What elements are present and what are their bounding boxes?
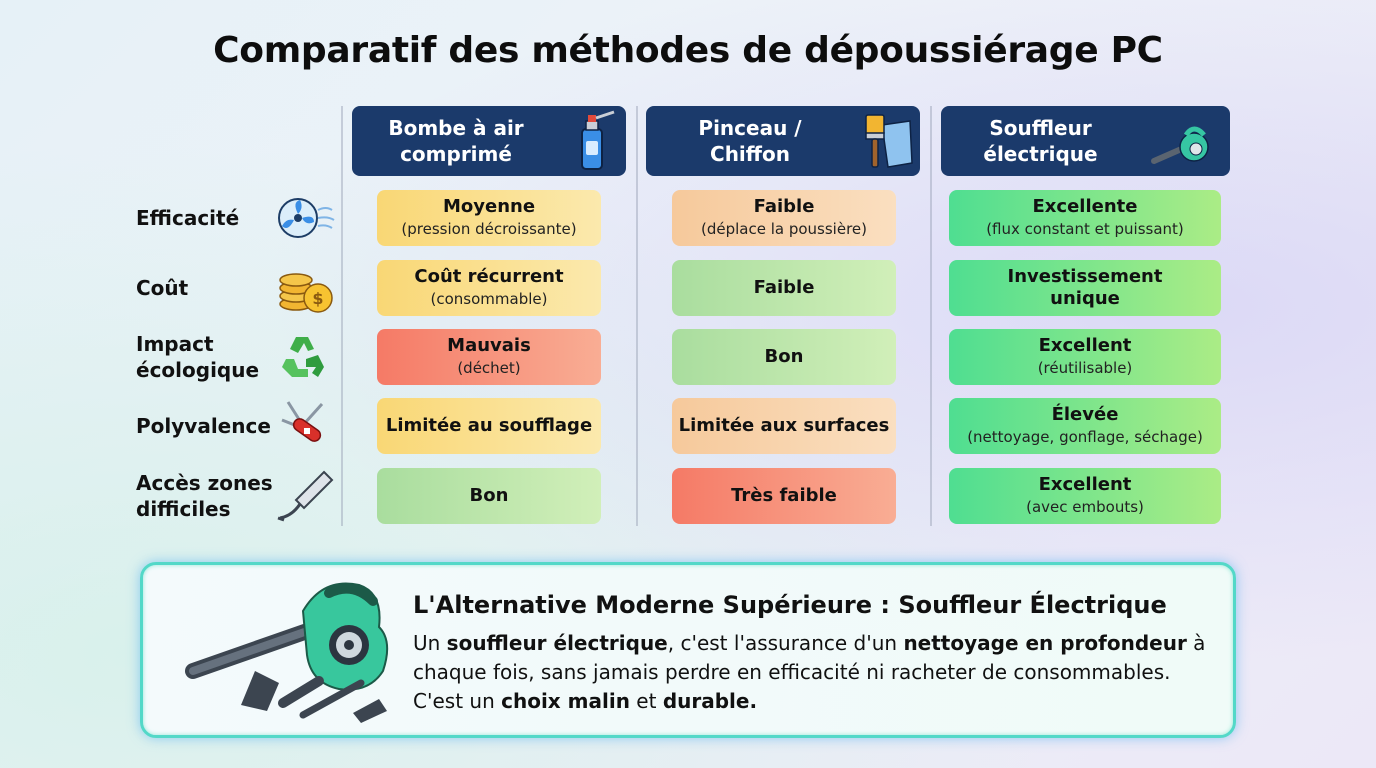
column-header-label: électrique	[983, 142, 1098, 166]
cell-souffleur-cout	[949, 260, 1221, 316]
cell-souffleur-acces	[949, 468, 1221, 524]
column-divider	[930, 106, 932, 526]
spray-can-icon	[560, 109, 620, 173]
cell-pinceau-efficacite	[672, 190, 896, 246]
cell-main-line2: unique	[1050, 288, 1120, 309]
callout-text-bold: durable.	[662, 689, 758, 713]
cell-main: Limitée aux surfaces	[678, 415, 890, 436]
cell-sub: (consommable)	[430, 290, 548, 308]
cell-bombe-polyvalence	[377, 398, 601, 454]
callout-text: et	[629, 689, 663, 713]
column-header-label: comprimé	[400, 142, 512, 166]
column-header-label: Bombe à air	[388, 116, 524, 140]
row-label-acces: Accès zones difficiles	[136, 471, 273, 521]
row-label-efficacite: Efficacité	[136, 206, 240, 230]
column-header-label: Chiffon	[710, 142, 790, 166]
cell-main: Excellente	[1032, 196, 1138, 217]
coins-icon	[274, 260, 336, 316]
column-divider	[636, 106, 638, 526]
cell-main: Très faible	[731, 485, 837, 506]
cell-sub: (flux constant et puissant)	[986, 220, 1184, 238]
callout-text: Un	[413, 631, 447, 655]
cell-main: Limitée au soufflage	[385, 415, 593, 436]
cell-main: Bon	[764, 346, 804, 367]
cell-sub: (avec embouts)	[1026, 498, 1144, 516]
callout-text-bold: nettoyage en profondeur	[903, 631, 1187, 655]
nozzle-icon	[274, 468, 336, 524]
callout-text-bold: choix malin	[501, 689, 630, 713]
blower-with-nozzles-icon	[183, 571, 423, 731]
fan-airflow-icon	[274, 190, 336, 246]
cell-bombe-efficacite	[377, 190, 601, 246]
column-header-souffleur	[941, 106, 1230, 176]
cell-sub: (déplace la poussière)	[700, 220, 867, 238]
row-label-polyvalence: Polyvalence	[136, 414, 271, 438]
cell-sub: (réutilisable)	[1037, 359, 1133, 377]
cell-bombe-acces	[377, 468, 601, 524]
cell-souffleur-polyvalence	[949, 398, 1221, 454]
callout-body	[413, 629, 1213, 716]
cell-bombe-cout	[377, 260, 601, 316]
cell-souffleur-impact	[949, 329, 1221, 385]
row-label-impact: Impact écologique	[136, 332, 260, 382]
paintbrush-cloth-icon	[854, 109, 914, 173]
multitool-icon	[274, 398, 336, 454]
row-label-cout: Coût	[136, 276, 189, 300]
callout-title: L'Alternative Moderne Supérieure : Souffleur Électrique	[413, 591, 1167, 619]
cell-pinceau-polyvalence	[672, 398, 896, 454]
cell-main: Moyenne	[442, 196, 536, 217]
cell-main: Faible	[753, 277, 815, 298]
cell-main: Bon	[469, 485, 509, 506]
callout-text-bold: souffleur électrique	[446, 631, 668, 655]
column-header-label: Pinceau /	[698, 116, 802, 140]
cell-sub: (nettoyage, gonflage, séchage)	[967, 428, 1203, 446]
page-title: Comparatif des méthodes de dépoussiérage PC	[213, 30, 1163, 71]
callout-text: à chaque fois, sans jamais perdre en efficacité ni racheter de consommables. C'est un	[413, 631, 1206, 713]
cell-sub: (déchet)	[457, 359, 521, 377]
conclusion-callout	[140, 562, 1236, 738]
svg-text:$: $	[312, 289, 324, 308]
leaf-blower-icon	[1140, 109, 1224, 173]
cell-pinceau-impact	[672, 329, 896, 385]
column-header-label: Souffleur	[989, 116, 1092, 140]
column-header-pinceau	[646, 106, 920, 176]
cell-sub: (pression décroissante)	[401, 220, 577, 238]
recycle-icon	[274, 329, 336, 385]
cell-main: Investissement	[1007, 266, 1163, 287]
cell-main: Élevée	[1051, 404, 1119, 425]
cell-pinceau-cout	[672, 260, 896, 316]
cell-main: Mauvais	[447, 335, 531, 356]
cell-bombe-impact	[377, 329, 601, 385]
cell-main: Coût récurrent	[414, 266, 564, 287]
column-header-bombe	[352, 106, 626, 176]
cell-main: Excellent	[1038, 474, 1132, 495]
cell-souffleur-efficacite	[949, 190, 1221, 246]
cell-main: Excellent	[1038, 335, 1132, 356]
cell-pinceau-acces	[672, 468, 896, 524]
column-divider	[341, 106, 343, 526]
callout-text: , c'est l'assurance d'un	[667, 631, 904, 655]
cell-main: Faible	[753, 196, 815, 217]
